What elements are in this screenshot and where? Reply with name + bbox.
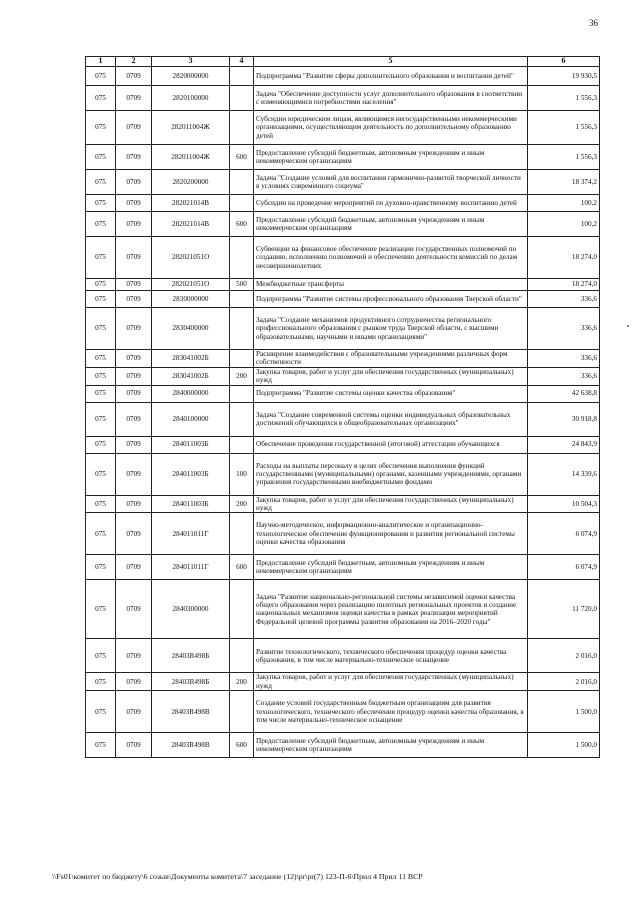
- cell-expense-type: [230, 639, 254, 673]
- cell-description: Задача "Развитие национально-региональной системы независимой оценки качества общего образования через реализацию пилотных региональных проектов и создание национальных механизмов оценки качества в рамках реализации мероприятий Федеральной целевой программы развития образования на 2016–2020 годы": [254, 580, 528, 639]
- cell-amount: 1 500,0: [528, 691, 600, 733]
- table-row: [86, 195, 600, 212]
- cell-section-code: 0709: [116, 111, 152, 145]
- cell-expense-type: [230, 67, 254, 86]
- cell-target-article: 284011003Б: [152, 436, 230, 453]
- cell-target-article: 28403R498Б: [152, 673, 230, 691]
- table-row: [86, 367, 600, 385]
- cell-amount: 30 918,8: [528, 402, 600, 436]
- cell-amount: 1 556,3: [528, 111, 600, 145]
- cell-section-code: 0709: [116, 495, 152, 513]
- cell-expense-type: 200: [230, 495, 254, 513]
- cell-description: Субсидии юридическим лицам, являющимся негосударственными некоммерческими организациями, осуществляющим деятельность по дополнительному образованию детей: [254, 111, 528, 145]
- cell-amount: 336,6: [528, 367, 600, 385]
- cell-target-article: 284011011Г: [152, 555, 230, 580]
- cell-ministry-code: 075: [86, 495, 116, 513]
- cell-description: Предоставление субсидий бюджетным, автономным учреждениям и иным некоммерческим организациям: [254, 733, 528, 758]
- cell-description: Субсидии на проведение мероприятий по духовно-нравственному воспитанию детей: [254, 195, 528, 212]
- cell-section-code: 0709: [116, 639, 152, 673]
- cell-section-code: 0709: [116, 733, 152, 758]
- table-row: [86, 673, 600, 691]
- cell-target-article: 284011011Г: [152, 513, 230, 555]
- cell-target-article: 282021051О: [152, 279, 230, 291]
- cell-section-code: 0709: [116, 673, 152, 691]
- table-row: [86, 212, 600, 237]
- cell-description: Предоставление субсидий бюджетным, автономным учреждениям и иным некоммерческим организациям: [254, 212, 528, 237]
- table-row: [86, 86, 600, 111]
- cell-section-code: 0709: [116, 212, 152, 237]
- table-row: [86, 580, 600, 639]
- table-row: [86, 170, 600, 195]
- cell-ministry-code: 075: [86, 170, 116, 195]
- cell-expense-type: [230, 513, 254, 555]
- cell-expense-type: [230, 291, 254, 308]
- table-row: [86, 279, 600, 291]
- cell-expense-type: 600: [230, 145, 254, 170]
- cell-target-article: 2820000000: [152, 67, 230, 86]
- cell-target-article: 282021014В: [152, 212, 230, 237]
- cell-target-article: 28403R498В: [152, 691, 230, 733]
- cell-target-article: 283041002Б: [152, 350, 230, 368]
- cell-target-article: 2830400000: [152, 308, 230, 350]
- cell-amount: 336,6: [528, 291, 600, 308]
- table-row: [86, 291, 600, 308]
- cell-target-article: 282021014В: [152, 195, 230, 212]
- cell-section-code: 0709: [116, 436, 152, 453]
- table-row: [86, 111, 600, 145]
- cell-ministry-code: 075: [86, 111, 116, 145]
- cell-ministry-code: 075: [86, 308, 116, 350]
- cell-amount: 10 504,3: [528, 495, 600, 513]
- cell-description: Расходы на выплаты персоналу в целях обеспечения выполнения функций государственными (муниципальными) органами, казенными учреждениями, органами управления государственными внебюджетными фондами: [254, 453, 528, 495]
- cell-expense-type: [230, 691, 254, 733]
- cell-section-code: 0709: [116, 580, 152, 639]
- table-row: [86, 402, 600, 436]
- cell-amount: 6 074,9: [528, 555, 600, 580]
- cell-ministry-code: 075: [86, 555, 116, 580]
- cell-description: Задача "Создание современной системы оценки индивидуальных образовательных достижений обучающихся в общеобразовательных организациях": [254, 402, 528, 436]
- cell-ministry-code: 075: [86, 212, 116, 237]
- cell-amount: 336,6: [528, 350, 600, 368]
- cell-section-code: 0709: [116, 691, 152, 733]
- cell-ministry-code: 075: [86, 639, 116, 673]
- cell-ministry-code: 075: [86, 513, 116, 555]
- table-row: [86, 67, 600, 86]
- cell-target-article: 283041002Б: [152, 367, 230, 385]
- table-row: [86, 691, 600, 733]
- cell-amount: 19 930,5: [528, 67, 600, 86]
- cell-expense-type: 600: [230, 555, 254, 580]
- cell-expense-type: [230, 111, 254, 145]
- cell-section-code: 0709: [116, 145, 152, 170]
- cell-section-code: 0709: [116, 453, 152, 495]
- cell-target-article: 282021051О: [152, 237, 230, 279]
- cell-description: Подпрограмма "Развитие системы профессионального образования Тверской области": [254, 291, 528, 308]
- cell-description: Закупка товаров, работ и услуг для обеспечения государственных (муниципальных) нужд: [254, 495, 528, 513]
- cell-target-article: 284011003Б: [152, 453, 230, 495]
- cell-amount: 6 074,9: [528, 513, 600, 555]
- cell-section-code: 0709: [116, 279, 152, 291]
- cell-target-article: 2840000000: [152, 385, 230, 402]
- cell-description: Закупка товаров, работ и услуг для обеспечения государственных (муниципальных) нужд: [254, 673, 528, 691]
- footer-file-path: \\Fs01\комитет по бюджету\6 созыв\Документы комитета\7 заседание (12)\pr\pr(7) 123-П-6\Прил 4 Прил 11 ВСР: [52, 872, 423, 881]
- cell-expense-type: [230, 580, 254, 639]
- table-row: [86, 495, 600, 513]
- cell-ministry-code: 075: [86, 291, 116, 308]
- cell-description: Межбюджетные трансферты: [254, 279, 528, 291]
- cell-ministry-code: 075: [86, 385, 116, 402]
- cell-section-code: 0709: [116, 367, 152, 385]
- cell-ministry-code: 075: [86, 453, 116, 495]
- cell-section-code: 0709: [116, 513, 152, 555]
- cell-ministry-code: 075: [86, 145, 116, 170]
- table-row: [86, 350, 600, 368]
- cell-expense-type: 200: [230, 673, 254, 691]
- cell-expense-type: 100: [230, 453, 254, 495]
- cell-target-article: 2840300000: [152, 580, 230, 639]
- cell-amount: 100,2: [528, 212, 600, 237]
- cell-description: Предоставление субсидий бюджетным, автономным учреждениям и иным некоммерческим организациям: [254, 555, 528, 580]
- table-row: [86, 733, 600, 758]
- cell-description: Развитие технологического, технического обеспечения процедур оценки качества образования, в том числе материально-техническое оснащение: [254, 639, 528, 673]
- cell-ministry-code: 075: [86, 673, 116, 691]
- table-row: [86, 308, 600, 350]
- cell-section-code: 0709: [116, 67, 152, 86]
- cell-ministry-code: 075: [86, 402, 116, 436]
- cell-amount: 18 274,0: [528, 237, 600, 279]
- header-col-3: 3: [152, 57, 230, 67]
- cell-description: Обеспечение проведения государственной (итоговой) аттестации обучающихся: [254, 436, 528, 453]
- cell-amount: 11 720,0: [528, 580, 600, 639]
- cell-expense-type: [230, 195, 254, 212]
- cell-target-article: 2840100000: [152, 402, 230, 436]
- cell-section-code: 0709: [116, 86, 152, 111]
- header-col-4: 4: [230, 57, 254, 67]
- cell-section-code: 0709: [116, 237, 152, 279]
- cell-amount: 24 843,9: [528, 436, 600, 453]
- cell-description: Задача "Обеспечение доступности услуг дополнительного образования в соответствии с изменяющимися потребностями населения": [254, 86, 528, 111]
- cell-target-article: 282011004Ж: [152, 111, 230, 145]
- cell-description: Закупка товаров, работ и услуг для обеспечения государственных (муниципальных) нужд: [254, 367, 528, 385]
- page-number: 36: [589, 18, 598, 28]
- cell-expense-type: [230, 350, 254, 368]
- cell-amount: 1 500,0: [528, 733, 600, 758]
- cell-section-code: 0709: [116, 170, 152, 195]
- table-row: [86, 385, 600, 402]
- table-body: [86, 67, 600, 758]
- cell-description: Создание условий государственным бюджетным организациям для развития технологического, технического обеспечения процедур оценки качества образования, в том числе материально-техническое оснащение: [254, 691, 528, 733]
- table-row: [86, 436, 600, 453]
- cell-description: Подпрограмма "Развитие сферы дополнительного образования и воспитания детей": [254, 67, 528, 86]
- cell-target-article: 28403R498В: [152, 733, 230, 758]
- cell-description: Научно-методическое, информационно-аналитическое и организационно-технологическое обеспечение функционирования и развития региональной системы оценки качества образования: [254, 513, 528, 555]
- cell-description: Расширение взаимодействия с образовательными учреждениями различных форм собственности: [254, 350, 528, 368]
- cell-section-code: 0709: [116, 308, 152, 350]
- scan-speck: [627, 325, 629, 327]
- cell-expense-type: [230, 402, 254, 436]
- cell-expense-type: 500: [230, 279, 254, 291]
- cell-expense-type: 600: [230, 733, 254, 758]
- cell-target-article: 282011004Ж: [152, 145, 230, 170]
- header-col-6: 6: [528, 57, 600, 67]
- cell-ministry-code: 075: [86, 237, 116, 279]
- cell-ministry-code: 075: [86, 86, 116, 111]
- cell-description: Задача "Создание условий для воспитания гармонично-развитой творческой личности в условиях современного социума": [254, 170, 528, 195]
- cell-ministry-code: 075: [86, 733, 116, 758]
- cell-target-article: 2820100000: [152, 86, 230, 111]
- cell-expense-type: [230, 436, 254, 453]
- cell-ministry-code: 075: [86, 350, 116, 368]
- cell-target-article: 2830000000: [152, 291, 230, 308]
- cell-target-article: 28403R498Б: [152, 639, 230, 673]
- table-row: [86, 513, 600, 555]
- table-row: [86, 237, 600, 279]
- cell-amount: 336,6: [528, 308, 600, 350]
- table-row: [86, 639, 600, 673]
- cell-amount: 18 374,2: [528, 170, 600, 195]
- cell-section-code: 0709: [116, 291, 152, 308]
- cell-amount: 14 339,6: [528, 453, 600, 495]
- cell-ministry-code: 075: [86, 691, 116, 733]
- cell-section-code: 0709: [116, 555, 152, 580]
- budget-table: [85, 56, 600, 758]
- cell-ministry-code: 075: [86, 436, 116, 453]
- cell-section-code: 0709: [116, 402, 152, 436]
- cell-ministry-code: 075: [86, 67, 116, 86]
- cell-expense-type: [230, 237, 254, 279]
- cell-expense-type: [230, 86, 254, 111]
- cell-expense-type: [230, 308, 254, 350]
- header-col-2: 2: [116, 57, 152, 67]
- cell-amount: 2 016,0: [528, 639, 600, 673]
- cell-amount: 1 556,3: [528, 86, 600, 111]
- cell-expense-type: 600: [230, 212, 254, 237]
- cell-ministry-code: 075: [86, 195, 116, 212]
- cell-description: Субвенции на финансовое обеспечение реализации государственных полномочий по созданию, исполнению полномочий и обеспечению деятельности комиссий по делам несовершеннолетних: [254, 237, 528, 279]
- cell-ministry-code: 075: [86, 279, 116, 291]
- cell-expense-type: [230, 385, 254, 402]
- cell-amount: 18 274,0: [528, 279, 600, 291]
- cell-description: Предоставление субсидий бюджетным, автономным учреждениям и иным некоммерческим организациям: [254, 145, 528, 170]
- cell-expense-type: [230, 170, 254, 195]
- cell-section-code: 0709: [116, 350, 152, 368]
- cell-expense-type: 200: [230, 367, 254, 385]
- table-row: [86, 453, 600, 495]
- cell-ministry-code: 075: [86, 367, 116, 385]
- cell-description: Задача "Создание механизмов продуктивного сотрудничества регионального профессионального образования с рынком труда Тверской области, с высшими образовательными, научными и иными организациями": [254, 308, 528, 350]
- cell-section-code: 0709: [116, 385, 152, 402]
- table-row: [86, 145, 600, 170]
- cell-ministry-code: 075: [86, 580, 116, 639]
- table-row: [86, 555, 600, 580]
- table-header-row: [86, 57, 600, 67]
- header-col-1: 1: [86, 57, 116, 67]
- header-col-5: 5: [254, 57, 528, 67]
- cell-description: Подпрограмма "Развитие системы оценки качества образования": [254, 385, 528, 402]
- cell-amount: 1 556,3: [528, 145, 600, 170]
- cell-amount: 42 638,8: [528, 385, 600, 402]
- cell-target-article: 284011003Б: [152, 495, 230, 513]
- cell-target-article: 2820200000: [152, 170, 230, 195]
- cell-amount: 100,2: [528, 195, 600, 212]
- cell-amount: 2 016,0: [528, 673, 600, 691]
- cell-section-code: 0709: [116, 195, 152, 212]
